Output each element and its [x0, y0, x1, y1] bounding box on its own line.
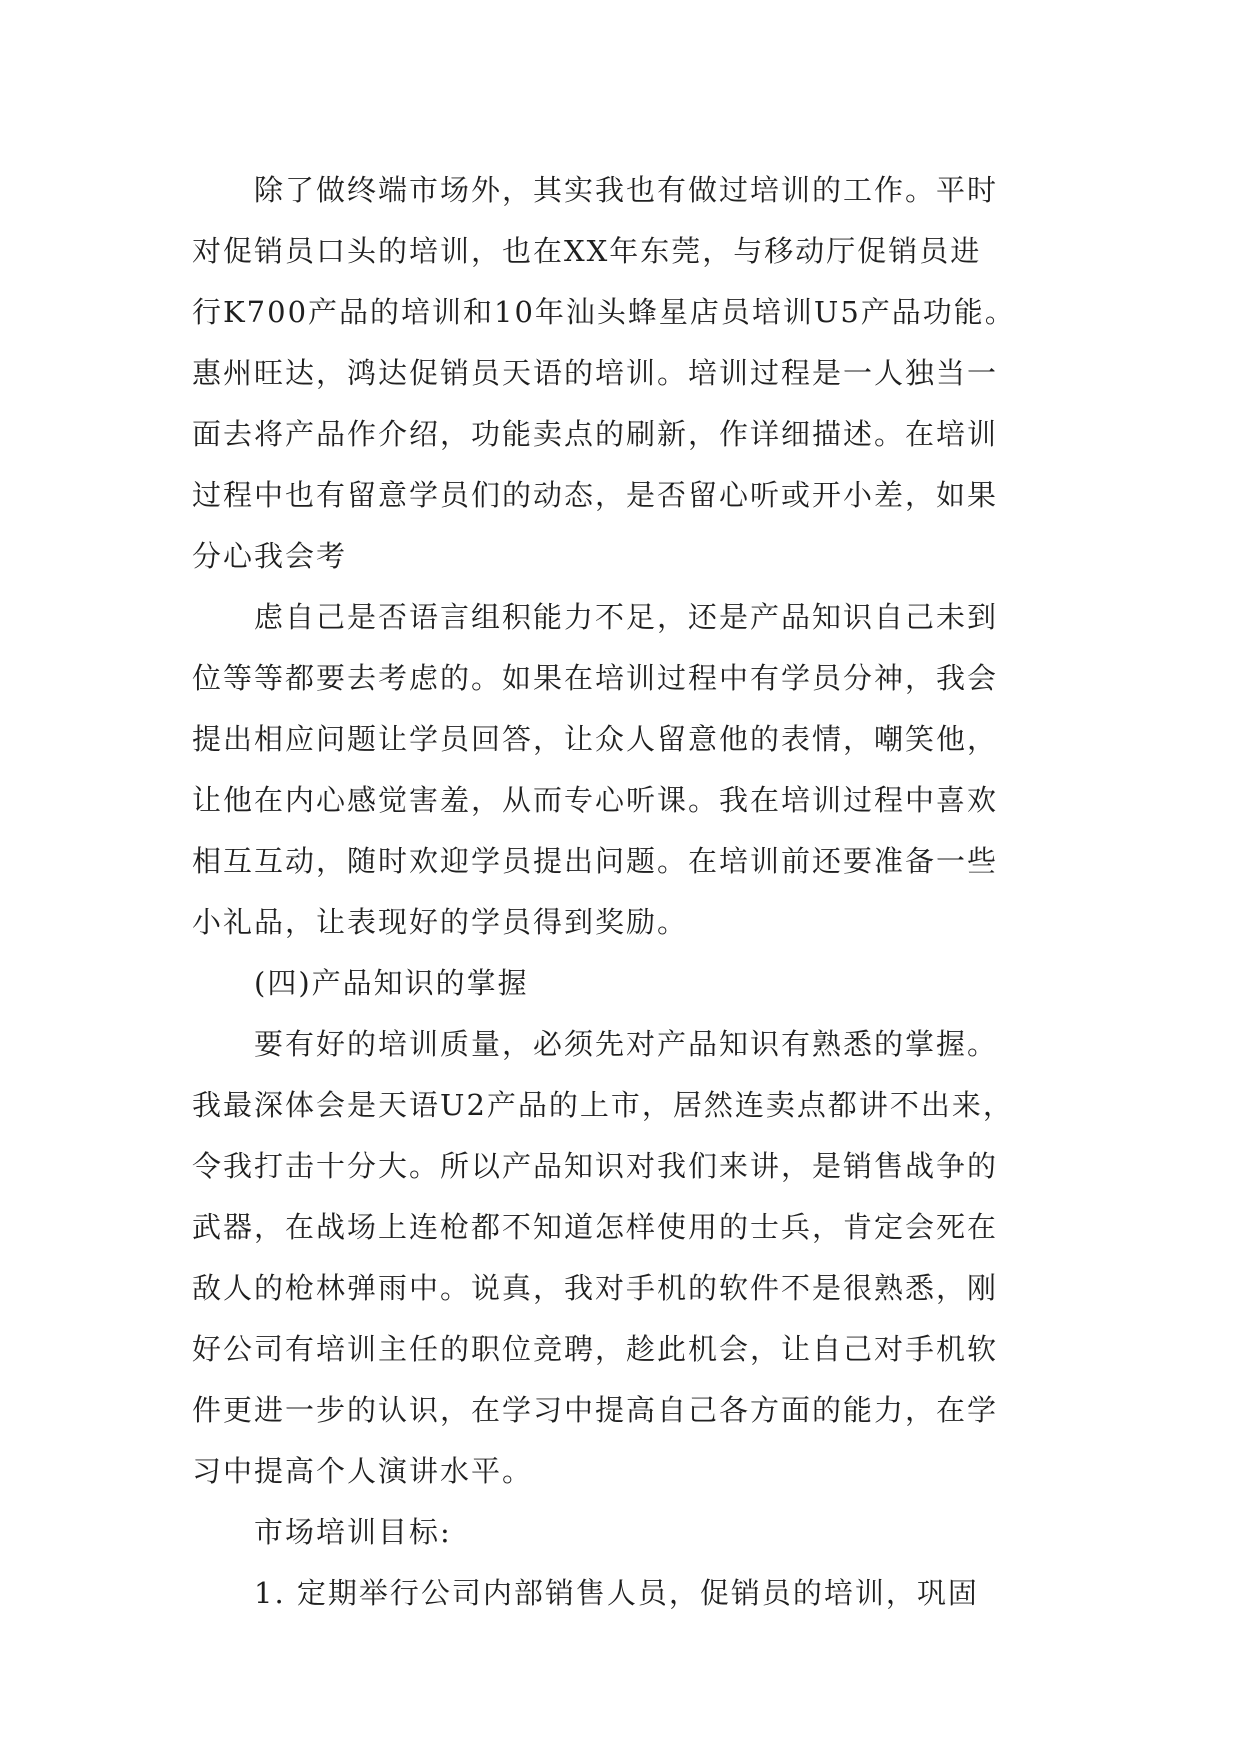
paragraph-line: 面去将产品作介绍，功能卖点的刷新，作详细描述。在培训 [192, 417, 999, 451]
paragraph-line: 敌人的枪林弹雨中。说真，我对手机的软件不是很熟悉，刚 [192, 1271, 999, 1305]
paragraph-line: 对促销员口头的培训，也在XX年东莞，与移动厅促销员进 [192, 234, 982, 268]
list-item: 1. 定期举行公司内部销售人员，促销员的培训，巩固 [254, 1576, 979, 1610]
paragraph-line: 过程中也有留意学员们的动态，是否留心听或开小差，如果 [192, 478, 999, 512]
section-heading: (四)产品知识的掌握 [254, 966, 529, 1000]
paragraph-line: 要有好的培训质量，必须先对产品知识有熟悉的掌握。 [254, 1027, 999, 1061]
paragraph-line: 虑自己是否语言组积能力不足，还是产品知识自己未到 [254, 600, 999, 634]
paragraph-line: 行K700产品的培训和10年汕头蜂星店员培训U5产品功能。 [192, 295, 1016, 329]
subsection-heading: 市场培训目标: [254, 1515, 452, 1549]
paragraph-line: 让他在内心感觉害羞，从而专心听课。我在培训过程中喜欢 [192, 783, 999, 817]
paragraph-line: 习中提高个人演讲水平。 [192, 1454, 534, 1488]
paragraph-line: 提出相应问题让学员回答，让众人留意他的表情，嘲笑他， [192, 722, 999, 756]
paragraph-line: 武器，在战场上连枪都不知道怎样使用的士兵，肯定会死在 [192, 1210, 999, 1244]
paragraph-line: 分心我会考 [192, 539, 348, 573]
document-page [192, 160, 1062, 1624]
paragraph-line: 好公司有培训主任的职位竞聘，趁此机会，让自己对手机软 [192, 1332, 999, 1366]
paragraph-line: 位等等都要去考虑的。如果在培训过程中有学员分神，我会 [192, 661, 999, 695]
paragraph-line: 令我打击十分大。所以产品知识对我们来讲，是销售战争的 [192, 1149, 999, 1183]
paragraph-line: 相互互动，随时欢迎学员提出问题。在培训前还要准备一些 [192, 844, 999, 878]
paragraph-line: 惠州旺达，鸿达促销员天语的培训。培训过程是一人独当一 [192, 356, 999, 390]
paragraph-line: 我最深体会是天语U2产品的上市，居然连卖点都讲不出来， [192, 1088, 1014, 1122]
paragraph-line: 件更进一步的认识，在学习中提高自己各方面的能力，在学 [192, 1393, 999, 1427]
paragraph-line: 除了做终端市场外，其实我也有做过培训的工作。平时 [254, 173, 999, 207]
paragraph-line: 小礼品，让表现好的学员得到奖励。 [192, 905, 689, 939]
